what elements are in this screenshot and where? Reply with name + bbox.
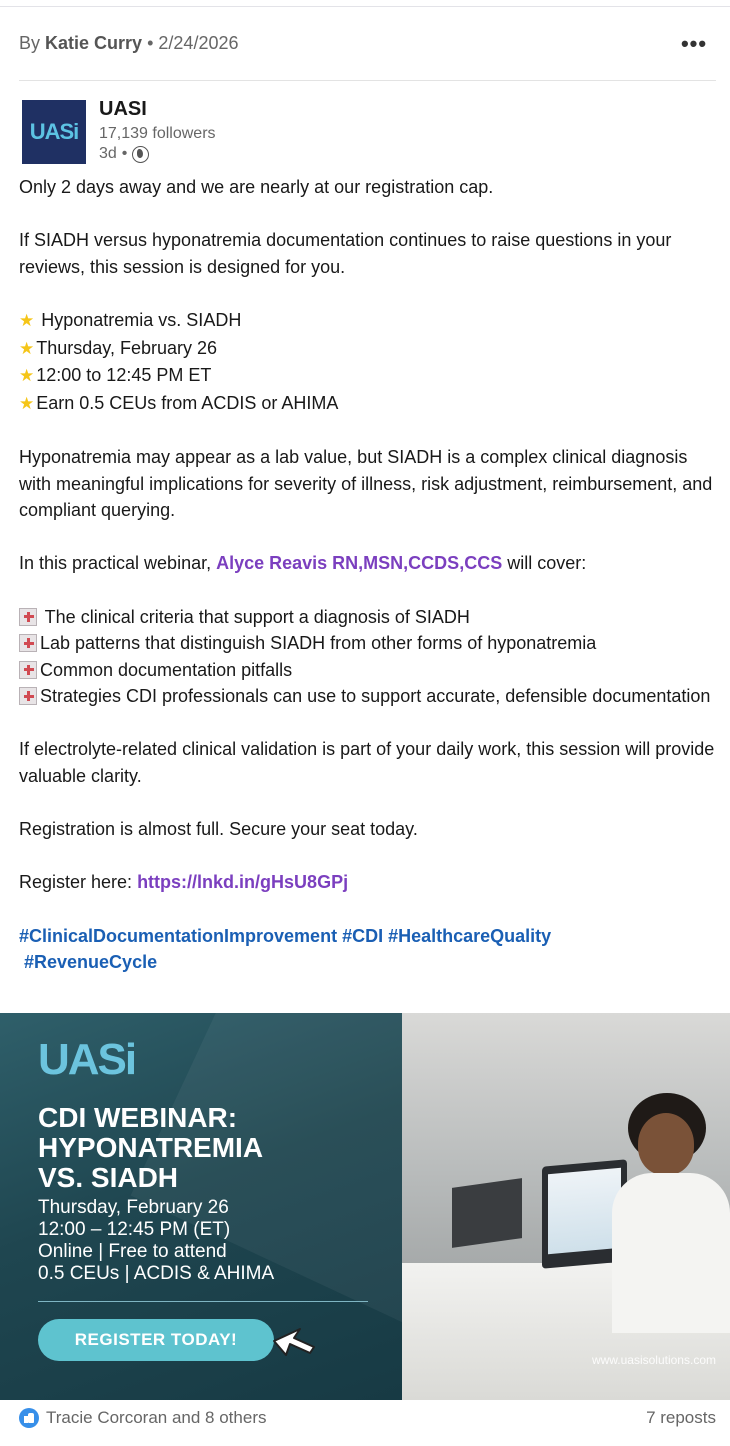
- hospital-icon: [19, 608, 37, 626]
- reactions-summary[interactable]: [19, 1408, 266, 1428]
- reactions-text: Tracie Corcoran and 8 others: [46, 1408, 267, 1427]
- webinar-banner-image[interactable]: [0, 1013, 730, 1400]
- banner-text-panel: [0, 1013, 402, 1400]
- by-prefix: By: [19, 33, 41, 53]
- hospital-icon: [19, 687, 37, 705]
- post-age: 3d: [99, 145, 117, 162]
- post-date: 2/24/2026: [158, 33, 239, 53]
- banner-logo: UASi: [38, 1035, 136, 1084]
- post-paragraph: If SIADH versus hyponatremia documentation continues to raise questions in your reviews, this session is designed for you.: [19, 230, 672, 277]
- bullet-list-item: The clinical criteria that support a diagnosis of SIADH: [19, 604, 719, 631]
- bullet-list-item: Common documentation pitfalls: [19, 657, 719, 684]
- byline-separator: •: [147, 33, 154, 53]
- header-divider: [19, 80, 716, 81]
- pointer-arrow-icon: [270, 1325, 318, 1359]
- reposts-count[interactable]: 7 reposts: [646, 1408, 716, 1427]
- hospital-icon: [19, 634, 37, 652]
- hashtag-link[interactable]: #HealthcareQuality: [388, 925, 552, 946]
- banner-divider: [38, 1301, 368, 1302]
- mention-link[interactable]: Alyce Reavis RN,MSN,CCDS,CCS: [216, 553, 503, 574]
- banner-photo: [402, 1013, 730, 1400]
- star-list-item: ★ Earn 0.5 CEUs from ACDIS or AHIMA: [19, 392, 339, 413]
- author-name[interactable]: Katie Curry: [45, 33, 143, 53]
- star-list-item: ★ Hyponatremia vs. SIADH: [19, 309, 242, 330]
- star-list-item: ★ Thursday, February 26: [19, 337, 217, 358]
- hashtag-link[interactable]: #ClinicalDocumentationImprovement: [19, 925, 338, 946]
- hashtag-link[interactable]: #RevenueCycle: [24, 952, 158, 973]
- banner-watermark: www.uasisolutions.com: [591, 1353, 716, 1367]
- bullet-list-item: Lab patterns that distinguish SIADH from other forms of hyponatremia: [19, 630, 719, 657]
- post-paragraph: If electrolyte-related clinical validation is part of your daily work, this session will provide valuable clarity.: [19, 739, 715, 787]
- top-divider: [0, 6, 730, 7]
- post-meta: [99, 145, 149, 163]
- banner-title: CDI WEBINAR: HYPONATREMIA VS. SIADH: [38, 1102, 264, 1193]
- post-paragraph: Only 2 days away and we are nearly at our registration cap.: [19, 177, 494, 197]
- star-list-item: ★ 12:00 to 12:45 PM ET: [19, 365, 212, 386]
- post-paragraph: In this practical webinar, Alyce Reavis RN,MSN,CCDS,CCS will cover:: [19, 553, 587, 574]
- laptop-shape: [452, 1178, 522, 1248]
- company-logo-text: UASi: [29, 119, 79, 144]
- post-paragraph: Registration is almost full. Secure your seat today.: [19, 819, 418, 840]
- company-logo[interactable]: [22, 100, 86, 164]
- star-icon: ★: [19, 393, 35, 413]
- star-icon: ★: [19, 338, 35, 358]
- person-head-shape: [638, 1113, 694, 1175]
- bullet-list-item: Strategies CDI professionals can use to support accurate, defensible documentation: [19, 683, 719, 710]
- more-options-button[interactable]: [678, 30, 710, 58]
- hashtag-link[interactable]: #CDI: [342, 925, 384, 946]
- company-name[interactable]: UASI: [99, 98, 147, 120]
- post-paragraph: Hyponatremia may appear as a lab value, but SIADH is a complex clinical diagnosis with meaningful implications for severity of illness, risk adjustment, reimbursement, and compliant querying.: [19, 446, 713, 521]
- post-text: [19, 174, 719, 976]
- meta-separator: •: [121, 145, 128, 162]
- follower-count: 17,139 followers: [99, 125, 216, 142]
- star-icon: ★: [19, 366, 35, 386]
- person-body-shape: [612, 1173, 730, 1333]
- byline: [19, 33, 238, 54]
- social-counts: [19, 1408, 716, 1428]
- hashtag-line: [19, 923, 719, 950]
- register-today-button[interactable]: REGISTER TODAY!: [38, 1319, 274, 1361]
- hospital-icon: [19, 661, 37, 679]
- globe-icon: [132, 146, 149, 163]
- like-icon: [19, 1408, 39, 1428]
- registration-link[interactable]: https://lnkd.in/gHsU8GPj: [137, 872, 349, 893]
- more-horizontal-icon: •••: [680, 31, 708, 56]
- banner-details: Thursday, February 26 12:00 – 12:45 PM (ET) Online | Free to attend 0.5 CEUs | ACDIS & AHIMA: [38, 1197, 275, 1284]
- star-icon: ★: [19, 310, 35, 330]
- post-paragraph: Register here: https://lnkd.in/gHsU8GPj: [19, 872, 349, 893]
- hashtag-line: [19, 949, 719, 976]
